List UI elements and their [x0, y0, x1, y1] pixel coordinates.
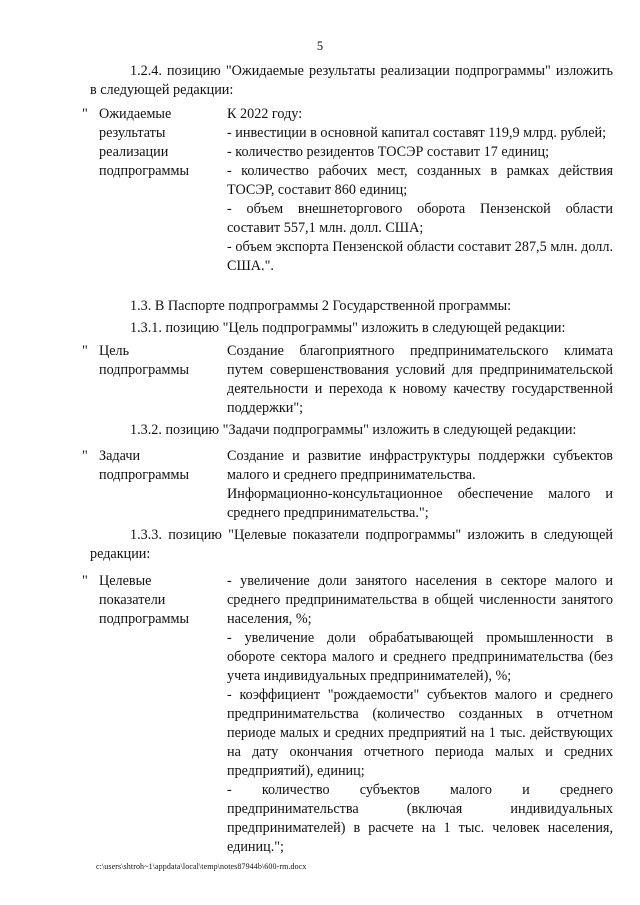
row-content — [227, 572, 613, 857]
content-line: Создание и развитие инфраструктуры поддержки субъектов малого и среднего предпринимательства. — [227, 448, 613, 483]
paragraph-text: 1.3.2. позицию "Задачи подпрограммы" изложить в следующей редакции: — [130, 422, 577, 438]
paragraph-text: 1.2.4. позицию "Ожидаемые результаты реализации подпрограммы" изложить в следующей редакции: — [90, 63, 613, 98]
file-path-footer: c:\users\shtroh~1\appdata\local\temp\notes87944b\600-rm.docx — [96, 862, 307, 871]
row-label: Цель подпрограммы — [99, 343, 189, 378]
opening-quote: " — [82, 343, 88, 359]
content-line: - количество субъектов малого и среднего предпринимательства (включая индивидуальных предпринимателей) в расчете на 1 тыс. человек населения, единиц."; — [227, 782, 613, 855]
paragraph-1-3 — [90, 297, 613, 316]
content-line: - количество резидентов ТОСЭР составит 17 единиц; — [227, 144, 550, 160]
paragraph-1-3-1 — [90, 319, 613, 338]
content-line: - объем внешнеторгового оборота Пензенской области составит 557,1 млн. долл. США; — [227, 201, 613, 236]
row-label: Целевые показатели подпрограммы — [99, 573, 189, 627]
content-line: К 2022 году: — [227, 106, 303, 122]
paragraph-text: 1.3.3. позицию "Целевые показатели подпрограммы" изложить в следующей редакции: — [90, 527, 613, 562]
page-number: 5 — [316, 39, 324, 53]
content-line: - объем экспорта Пензенской области составит 287,5 млн. долл. США.". — [227, 239, 613, 274]
opening-quote: " — [82, 448, 88, 464]
content-line: - инвестиции в основной капитал составят 119,9 млрд. рублей; — [227, 125, 607, 141]
content-line: - количество рабочих мест, созданных в рамках действия ТОСЭР, составит 860 единиц; — [227, 163, 613, 198]
paragraph-1-3-3 — [90, 526, 613, 564]
content-line: Создание благоприятного предпринимательского климата путем совершенствования условий для предпринимательской деятельности и перехода к новому качеству государственной поддержки"; — [227, 343, 613, 416]
paragraph-text: 1.3.1. позицию "Цель подпрограммы" изложить в следующей редакции: — [130, 320, 566, 336]
paragraph-text: 1.3. В Паспорте подпрограммы 2 Государственной программы: — [130, 298, 512, 314]
opening-quote: " — [82, 573, 88, 589]
paragraph-1-3-2 — [90, 421, 613, 440]
row-content — [227, 447, 613, 523]
content-line: - коэффициент "рождаемости" субъектов малого и среднего предпринимательства (количество созданных в отчетном периоде малых и средних предприятий на 1 тыс. действующих на дату окончания отчетного периода малых и средних предприятий), единиц; — [227, 687, 613, 779]
paragraph-1-2-4 — [90, 62, 613, 100]
content-line: - увеличение доли занятого населения в секторе малого и среднего предпринимательства в общей численности занятого населения, %; — [227, 573, 613, 627]
content-line: - увеличение доли обрабатывающей промышленности в обороте сектора малого и среднего предпринимательства (без учета индивидуальных предпринимателей), %; — [227, 630, 613, 684]
row-content — [227, 342, 613, 418]
content-line: Информационно-консультационное обеспечение малого и среднего предпринимательства."; — [227, 486, 613, 521]
row-label: Ожидаемые результаты реализации подпрограммы — [99, 106, 189, 179]
opening-quote: " — [82, 106, 88, 122]
row-label: Задачи подпрограммы — [99, 448, 189, 483]
row-content — [227, 105, 613, 276]
